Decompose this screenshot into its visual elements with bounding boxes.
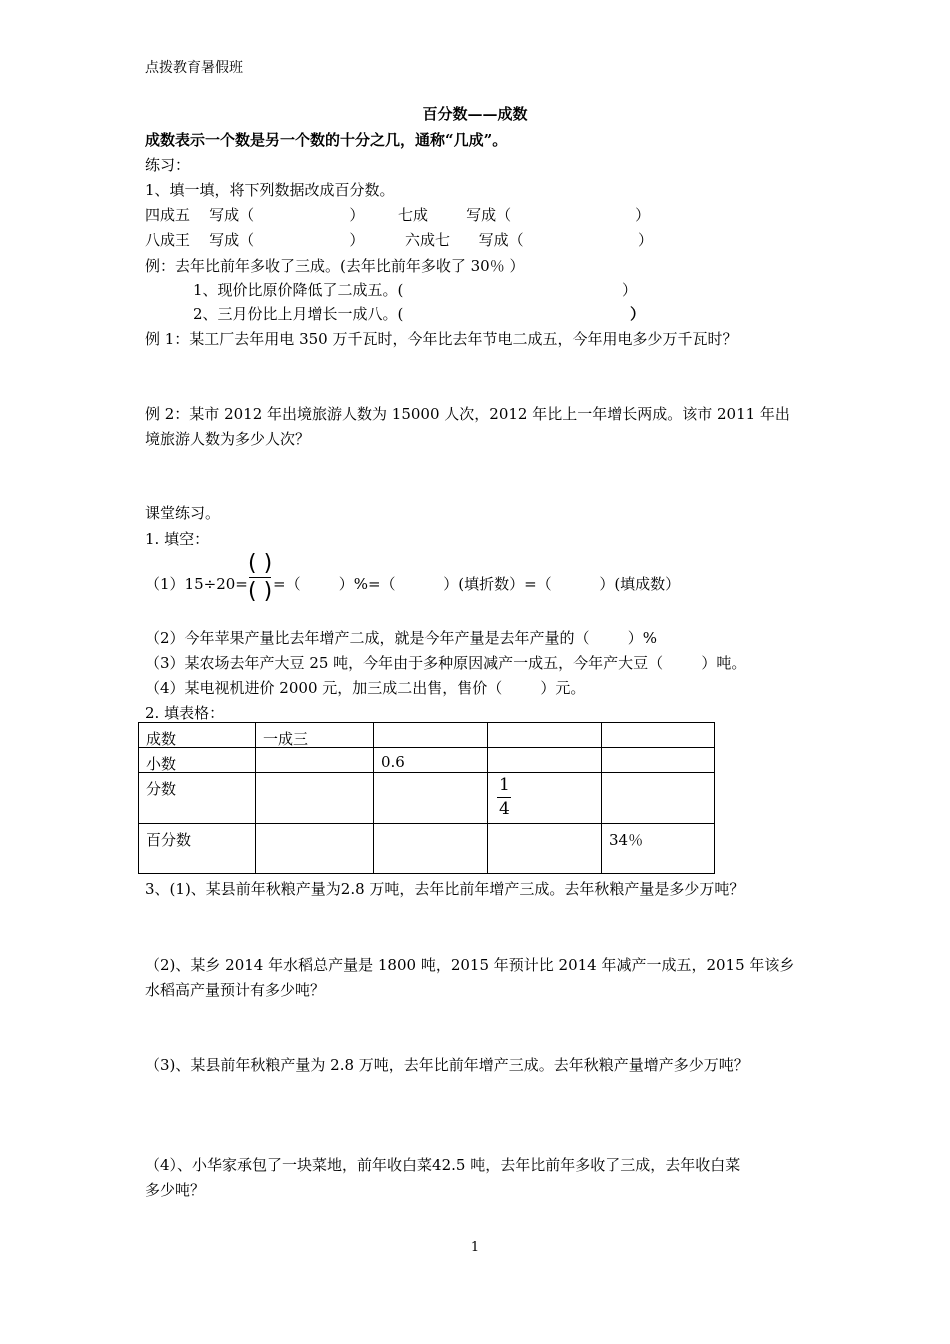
problem-3-1: 3、(1)、某县前年秋粮产量为2.8 万吨，去年比前年增产三成。去年秋粮产量是多少万吨？ [145, 880, 745, 898]
example-2-line1: 例 2：某市 2012 年出境旅游人数为 15000 人次，2012 年比上一年增长两成。该市 2011 年出 [145, 405, 790, 423]
table-cell [374, 723, 488, 748]
fraction-denominator-blank: ( ) [248, 579, 273, 604]
fraction-numerator: 1 [499, 775, 510, 795]
fill-2: （2）今年苹果产量比去年增产二成，就是今年产量是去年产量的（ ）% [145, 629, 657, 647]
table-cell: 小数 [139, 748, 256, 773]
table-cell [488, 824, 602, 874]
q1-row1-right: 七成 写成（ ） [398, 206, 651, 224]
q1-row2-right: 六成七 写成（ ） [405, 231, 654, 249]
fraction-numerator-blank: ( ) [248, 551, 273, 576]
table-cell [602, 773, 715, 824]
problem-3-4-line1: （4）、小华家承包了一块菜地，前年收白菜42.5 吨，去年比前年多收了三成，去年收白菜 [145, 1156, 741, 1174]
q1-row1-left: 四成五 写成（ ） [145, 206, 365, 224]
q1-item1: 1、现价比原价降低了二成五。( [193, 281, 404, 299]
fraction-bar [249, 577, 271, 578]
example-2-line2: 境旅游人数为多少人次？ [145, 430, 311, 448]
page-title: 百分数——成数 [422, 105, 528, 123]
table-row [139, 824, 715, 874]
table-cell [602, 748, 715, 773]
table-row [139, 723, 715, 748]
fraction-line [497, 797, 511, 798]
fill-1-suffix: =（ ）%=（ ）(填折数）=（ ）(填成数） [273, 575, 681, 593]
class-practice-label: 课堂练习。 [145, 504, 221, 522]
table-cell [374, 773, 488, 824]
table-cell [256, 824, 374, 874]
q1-example: 例：去年比前年多收了三成。(去年比前年多收了 30％ ） [145, 257, 525, 275]
q1-item2-close: ） [630, 305, 646, 323]
practice-label: 练习： [145, 156, 191, 174]
fill-label: 1. 填空： [145, 530, 210, 548]
problem-3-2-line2: 水稻高产量预计有多少吨？ [145, 981, 326, 999]
q1-item1-close: ） [622, 281, 638, 299]
q1-item2: 2、三月份比上月增长一成八。( [193, 305, 404, 323]
table-cell: 成数 [139, 723, 256, 748]
table-cell [488, 748, 602, 773]
table-row [139, 773, 715, 824]
table-cell [602, 723, 715, 748]
conversion-table [138, 722, 715, 874]
table-cell: 分数 [139, 773, 256, 824]
table-cell: 百分数 [139, 824, 256, 874]
table-cell: 34％ [602, 824, 715, 874]
fill-1-prefix: （1）15÷20= [145, 575, 248, 593]
fill-3: （3）某农场去年产大豆 25 吨，今年由于多种原因减产一成五，今年产大豆（ ）吨。 [145, 654, 747, 672]
problem-3-2-line1: （2)、某乡 2014 年水稻总产量是 1800 吨，2015 年预计比 2014 年减产一成五，2015 年该乡 [145, 956, 795, 974]
problem-3-3: （3)、某县前年秋粮产量为 2.8 万吨，去年比前年增产三成。去年秋粮产量增产多少万吨？ [145, 1056, 749, 1074]
table-label: 2. 填表格： [145, 704, 225, 722]
table-cell [488, 723, 602, 748]
example-1: 例 1：某工厂去年用电 350 万千瓦时，今年比去年节电二成五，今年用电多少万千瓦时？ [145, 330, 738, 348]
table-cell [256, 773, 374, 824]
page-number: 1 [470, 1240, 480, 1255]
table-row [139, 748, 715, 773]
table-cell: 一成三 [256, 723, 374, 748]
problem-3-4-line2: 多少吨？ [145, 1181, 206, 1199]
q1-row2-left: 八成王 写成（ ） [145, 231, 365, 249]
fraction-denominator: 4 [499, 799, 510, 819]
fill-4: （4）某电视机进价 2000 元，加三成二出售，售价（ ）元。 [145, 679, 586, 697]
definition-text: 成数表示一个数是另一个数的十分之几，通称“几成”。 [145, 131, 508, 149]
q1-instruction: 1、填一填，将下列数据改成百分数。 [145, 181, 395, 199]
table-cell: 0.6 [374, 748, 488, 773]
document-header: 点拨教育暑假班 [145, 60, 243, 76]
table-cell [256, 748, 374, 773]
table-cell [374, 824, 488, 874]
table-cell-fraction [488, 773, 602, 824]
